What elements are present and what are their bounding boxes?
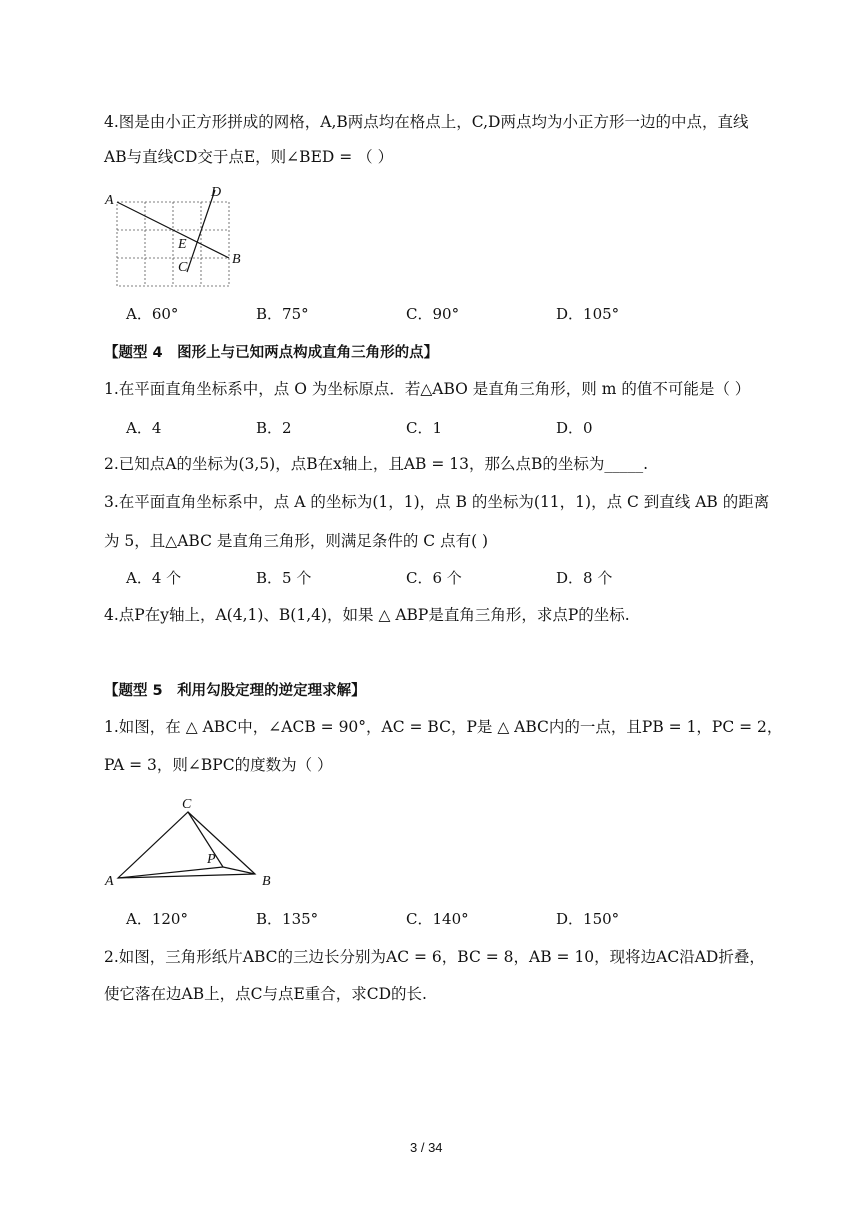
q4-option-d: D．105° (556, 305, 620, 323)
type4-p3-line2: 为 5，且△ABC 是直角三角形，则满足条件的 C 点有( ) (104, 532, 489, 550)
label-d: D (211, 185, 222, 200)
page-number: 3 / 34 (410, 1140, 443, 1155)
type5-p2-line2: 使它落在边AB上，点C与点E重合，求CD的长. (104, 985, 427, 1003)
type5-heading: 【题型 5 利用勾股定理的逆定理求解】 (104, 683, 366, 699)
type4-p3-line1: 3.在平面直角坐标系中，点 A 的坐标为(1，1)，点 B 的坐标为(11，1)，点 C 到直线 AB 的距离 (104, 493, 770, 511)
type5-p1-line1: 1.如图，在 △ ABC中，∠ACB = 90°，AC = BC，P是 △ ABC内的一点，且PB = 1，PC = 2， (104, 718, 783, 736)
type4-p1: 1.在平面直角坐标系中，点 O 为坐标原点．若△ABO 是直角三角形，则 m 的值不可能是（ ） (104, 380, 751, 398)
type5-p1-option-d: D．150° (556, 910, 620, 928)
q4-option-c: C．90° (406, 305, 460, 323)
segment-pb (223, 867, 255, 874)
type4-p1-option-c: C．1 (406, 419, 443, 437)
label-a: A (105, 874, 114, 889)
triangle-figure (100, 795, 285, 895)
type5-p2-line1: 2.如图，三角形纸片ABC的三边长分别为AC = 6，BC = 8，AB = 10，现将边AC沿AD折叠， (104, 948, 765, 966)
label-a: A (105, 193, 114, 208)
q4-option-a: A．60° (126, 305, 179, 323)
type5-p1-option-a: A．120° (126, 910, 188, 928)
label-b: B (262, 874, 271, 889)
type4-p3-option-c: C．6 个 (406, 569, 462, 587)
type5-p1-line2: PA = 3，则∠BPC的度数为（ ） (104, 756, 333, 774)
type4-p1-option-d: D．0 (556, 419, 593, 437)
type4-p1-option-b: B．2 (256, 419, 292, 437)
type4-p2: 2.已知点A的坐标为(3,5)，点B在x轴上，且AB = 13，那么点B的坐标为_____. (104, 455, 649, 473)
triangle-abc (118, 812, 255, 878)
label-c: C (178, 260, 188, 275)
type4-p4: 4.点P在y轴上，A(4,1)、B(1,4)，如果 △ ABP是直角三角形，求点P的坐标. (104, 606, 630, 624)
q4-line1: 4.图是由小正方形拼成的网格，A,B两点均在格点上，C,D两点均为小正方形一边的中点，直线 (104, 113, 749, 131)
label-b: B (232, 252, 241, 267)
label-c: C (182, 797, 192, 812)
type4-p3-option-b: B．5 个 (256, 569, 312, 587)
type4-p3-option-d: D．8 个 (556, 569, 613, 587)
label-e: E (178, 237, 187, 252)
q4-option-b: B．75° (256, 305, 309, 323)
q4-line2: AB与直线CD交于点E，则∠BED = （ ） (104, 148, 394, 166)
type4-p1-option-a: A．4 (126, 419, 162, 437)
type4-heading: 【题型 4 图形上与已知两点构成直角三角形的点】 (104, 345, 439, 361)
type5-p1-option-c: C．140° (406, 910, 469, 928)
type4-p3-option-a: A．4 个 (126, 569, 182, 587)
grid-figure (98, 182, 258, 292)
label-p: P (207, 852, 216, 867)
type5-p1-option-b: B．135° (256, 910, 319, 928)
